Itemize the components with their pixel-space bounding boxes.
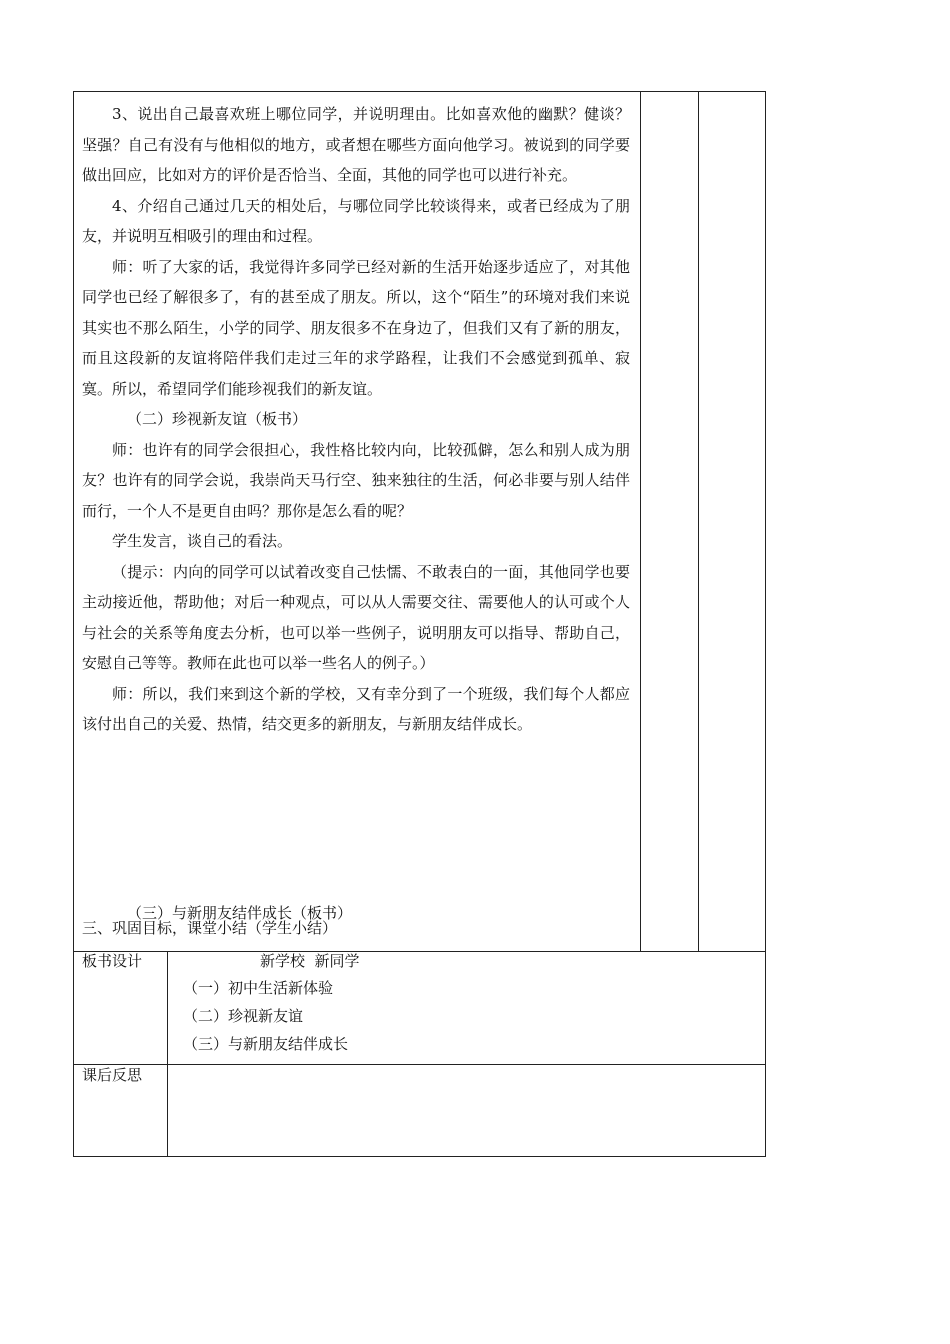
- paragraph-student-speak: 学生发言，谈自己的看法。: [112, 532, 293, 550]
- section-heading-three: （三）与新朋友结伴成长（板书）: [127, 904, 353, 922]
- paragraph-teacher-3: 师：所以，我们来到这个新的学校，又有幸分到了一个班级，我们每个人都应该付出自己的关爱、热情，结交更多的新朋友，与新朋友结伴成长。: [82, 684, 630, 733]
- paragraph-hint: （提示：内向的同学可以试着改变自己怯懦、不敢表白的一面，其他同学也要主动接近他，帮助他；对后一种观点，可以从人需要交往、需要他人的认可或个人与社会的关系等角度去分析，也可以举一些例子，说明朋友可以指导、帮助自己，安慰自己等等。教师在此也可以举一些名人的例子。）: [82, 562, 630, 672]
- paragraph-teacher-2: 师：也许有的同学会很担心，我性格比较内向，比较孤僻，怎么和别人成为朋友？也许有的同学会说，我崇尚天马行空、独来独往的生活，何必非要与别人结伴而行，一个人不是更自由吗？那你是怎么看的呢？: [82, 440, 630, 520]
- reflection-content-area[interactable]: [169, 1066, 764, 1155]
- reflection-label: 课后反思: [82, 1066, 143, 1084]
- board-item-2: （二）珍视新友谊: [183, 1007, 304, 1025]
- row-divider-board: [73, 951, 766, 952]
- board-item-3: （三）与新朋友结伴成长: [183, 1035, 349, 1053]
- column-divider-2: [698, 91, 699, 951]
- paragraph-teacher-1: 师：听了大家的话，我觉得许多同学已经对新的生活开始逐步适应了，对其他同学也已经了解很多了，有的甚至成了朋友。所以，这个“陌生”的环境对我们来说其实也不那么陌生，小学的同学、朋友很多不在身边了，但我们又有了新的朋友，而且这段新的友谊将陪伴我们走过三年的求学路程，让我们不会感觉到孤单、寂寞。所以，希望同学们能珍视我们的新友谊。: [82, 257, 630, 398]
- row-divider-reflection: [73, 1064, 766, 1065]
- section-heading-two: （二）珍视新友谊（板书）: [127, 410, 308, 428]
- consolidate-heading: 三、巩固目标，课堂小结（学生小结）: [82, 919, 338, 937]
- paragraph-activity-3: 3、说出自己最喜欢班上哪位同学，并说明理由。比如喜欢他的幽默？健谈？坚强？自己有没有与他相似的地方，或者想在哪些方面向他学习。被说到的同学要做出回应，比如对方的评价是否恰当、全面，其他的同学也可以进行补充。: [82, 105, 630, 184]
- label-column-divider: [167, 951, 168, 1157]
- column-divider-1: [640, 91, 641, 951]
- board-design-label: 板书设计: [82, 952, 143, 970]
- lesson-content: [82, 99, 630, 740]
- board-item-1: （一）初中生活新体验: [183, 979, 334, 997]
- paragraph-activity-4: 4、介绍自己通过几天的相处后，与哪位同学比较谈得来，或者已经成为了朋友，并说明互相吸引的理由和过程。: [82, 196, 630, 245]
- board-title: 新学校 新同学: [260, 952, 360, 970]
